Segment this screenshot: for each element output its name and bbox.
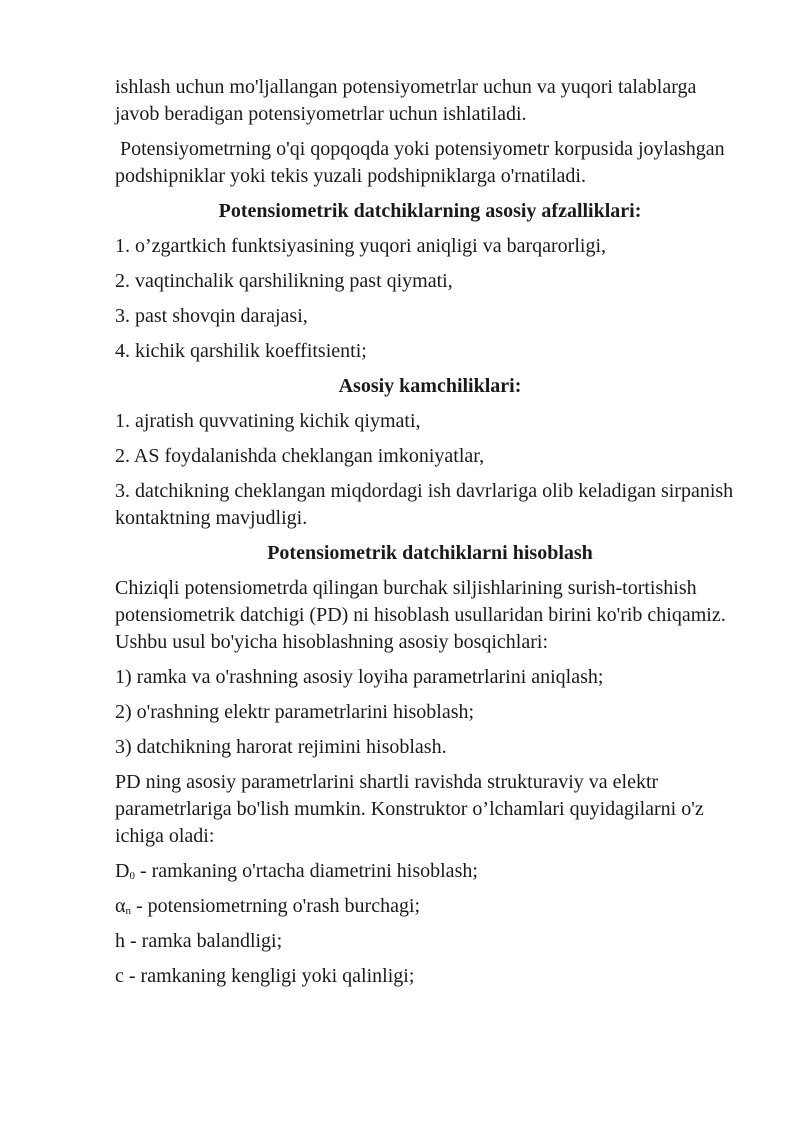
parameter-description: - ramka balandligi; [125,930,283,952]
parameter-item [115,858,745,885]
disadvantage-item: 3. datchikning cheklangan miqdordagi ish davrlariga olib keladigan sirpanish kontaktning mavjudligi. [115,480,734,529]
calculation-intro: Chiziqli potensiometrda qilingan burchak siljishlarining surish-tortishish potensiometrik datchigi (PD) ni hisoblash usullaridan birini ko'rib chiqamiz. Ushbu usul bo'yicha hisoblashning asosiy bosqichlari: [115,577,726,653]
advantage-item: 1. o’zgartkich funktsiyasining yuqori aniqligi va barqarorligi, [115,235,606,257]
disadvantage-item: 1. ajratish quvvatining kichik qiymati, [115,410,421,432]
parameter-description: - ramkaning o'rtacha diametrini hisoblash; [134,860,478,882]
parameter-description: - ramkaning kengligi yoki qalinligi; [123,965,415,987]
advantage-item: 2. vaqtinchalik qarshilikning past qiymati, [115,270,453,292]
parameter-item [115,893,745,920]
advantages-heading: Potensiometrik datchiklarning asosiy afzalliklari: [218,200,642,222]
calculation-step: 3) datchikning harorat rejimini hisoblash. [115,736,447,758]
parameter-symbol: h [115,930,125,952]
intro-paragraph-1: ishlash uchun mo'ljallangan potensiyometrlar uchun va yuqori talablarga javob beradigan potensiyometrlar uchun ishlatiladi. [115,76,697,125]
calculation-step: 1) ramka va o'rashning asosiy loyiha parametrlarini aniqlash; [115,666,604,688]
disadvantages-heading: Asosiy kamchiliklari: [338,375,522,397]
parameter-subscript: n [125,905,131,917]
parameter-symbol: c [115,965,124,987]
document-page [115,74,745,998]
advantage-item: 3. past shovqin darajasi, [115,305,308,327]
parameter-subscript: 0 [129,870,135,882]
parameter-description: - potensiometrning o'rash burchagi; [130,895,421,917]
disadvantage-item: 2. AS foydalanishda cheklangan imkoniyatlar, [115,445,485,467]
calculation-step: 2) o'rashning elektr parametrlarini hisoblash; [115,701,475,723]
intro-paragraph-2: Potensiyometrning o'qi qopqoqda yoki potensiyometr korpusida joylashgan podshipniklar yoki tekis yuzali podshipniklarga o'rnatiladi. [115,138,730,187]
advantage-item: 4. kichik qarshilik koeffitsienti; [115,340,367,362]
parameter-item [115,928,745,955]
parameters-intro: PD ning asosiy parametrlarini shartli ravishda strukturaviy va elektr parametrlariga bo'lish mumkin. Konstruktor o’lchamlari quyidagilarni o'z ichiga oladi: [115,771,704,847]
parameter-item [115,963,745,990]
parameter-symbol: α [115,895,126,917]
calculation-heading: Potensiometrik datchiklarni hisoblash [267,542,593,564]
parameter-symbol: D [115,860,130,882]
